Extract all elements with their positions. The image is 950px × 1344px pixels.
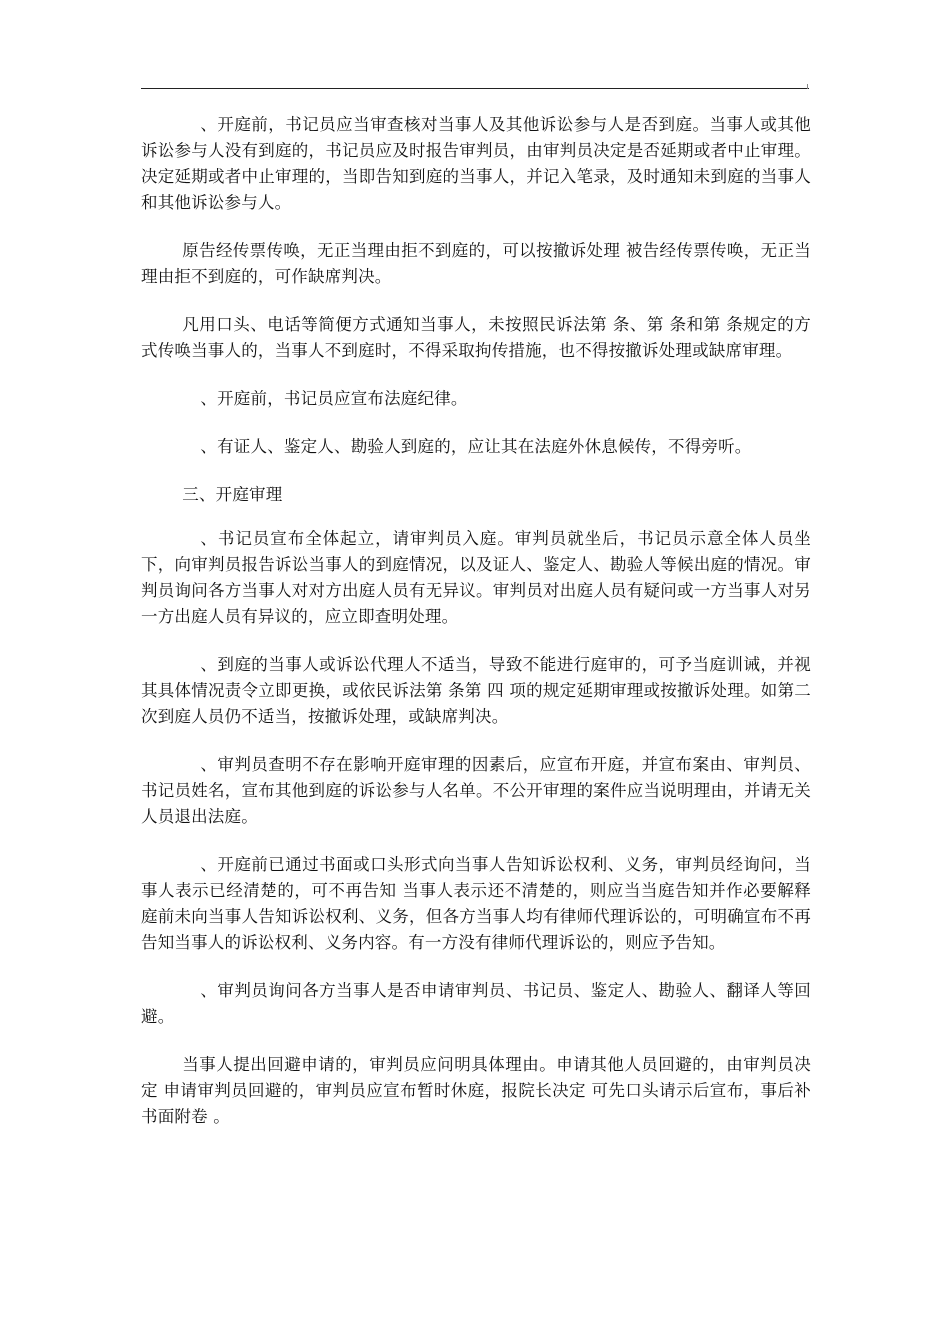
paragraph-simple-notice: 凡用口头、电话等简便方式通知当事人，未按照民诉法第 条、第 条和第 条规定的方式传唤当事人的，当事人不到庭时，不得采取拘传措施，也不得按撤诉处理或缺席审理。 (141, 315, 811, 360)
paragraph-witness-waiting: 、有证人、鉴定人、勘验人到庭的，应让其在法庭外休息候传，不得旁听。 (200, 437, 752, 456)
paragraph-recusal-request: 当事人提出回避申请的，审判员应问明具体理由。申请其他人员回避的，由审判员决定 申请审判员回避的，审判员应宣布暂时休庭，报院长决定 可先口头请示后宣布，事后补书面附卷 。 (141, 1055, 811, 1126)
paragraph-rights-notice: 、开庭前已通过书面或口头形式向当事人告知诉讼权利、义务，审判员经询问，当事人表示已经清楚的，可不再告知 当事人表示还不清楚的，则应当当庭告知并作必要解释 庭前未向当事人告知诉讼权利、义务，但各方当事人均有律师代理诉讼的，可明确宣布不再告知当事人的诉讼权利、义务内容。有一方没有律师代理诉讼的，则应予告知。 (141, 855, 811, 952)
header-rule-tick (807, 84, 808, 89)
document-body (141, 112, 811, 1152)
paragraph-improper-attendee: 、到庭的当事人或诉讼代理人不适当，导致不能进行庭审的，可予当庭训诫，并视其具体情况责令立即更换，或依民诉法第 条第 四 项的规定延期审理或按撤诉处理。如第二次到庭人员仍不适当，按撤诉处理，或缺席判决。 (141, 655, 811, 726)
paragraph-announce-opening: 、审判员查明不存在影响开庭审理的因素后，应宣布开庭，并宣布案由、审判员、书记员姓名，宣布其他到庭的诉讼参与人名单。不公开审理的案件应当说明理由，并请无关人员退出法庭。 (141, 755, 811, 826)
section-heading-trial: 三、开庭审理 (182, 485, 283, 504)
paragraph-attendance-check: 、开庭前，书记员应当审查核对当事人及其他诉讼参与人是否到庭。当事人或其他诉讼参与人没有到庭的，书记员应及时报告审判员，由审判员决定是否延期或者中止审理。决定延期或者中止审理的，当即告知到庭的当事人，并记入笔录，及时通知未到庭的当事人和其他诉讼参与人。 (141, 115, 811, 212)
header-rule (141, 88, 809, 89)
paragraph-plaintiff-absence: 原告经传票传唤，无正当理由拒不到庭的，可以按撤诉处理 被告经传票传唤，无正当理由拒不到庭的，可作缺席判决。 (141, 241, 811, 286)
paragraph-all-rise: 、书记员宣布全体起立，请审判员入庭。审判员就坐后，书记员示意全体人员坐下，向审判员报告诉讼当事人的到庭情况，以及证人、鉴定人、勘验人等候出庭的情况。审判员询问各方当事人对对方出庭人员有无异议。审判员对出庭人员有疑问或一方当事人对另一方出庭人员有异议的，应立即查明处理。 (141, 529, 811, 626)
paragraph-recusal-inquiry: 、审判员询问各方当事人是否申请审判员、书记员、鉴定人、勘验人、翻译人等回避。 (141, 981, 811, 1026)
paragraph-court-discipline: 、开庭前，书记员应宣布法庭纪律。 (200, 389, 468, 408)
